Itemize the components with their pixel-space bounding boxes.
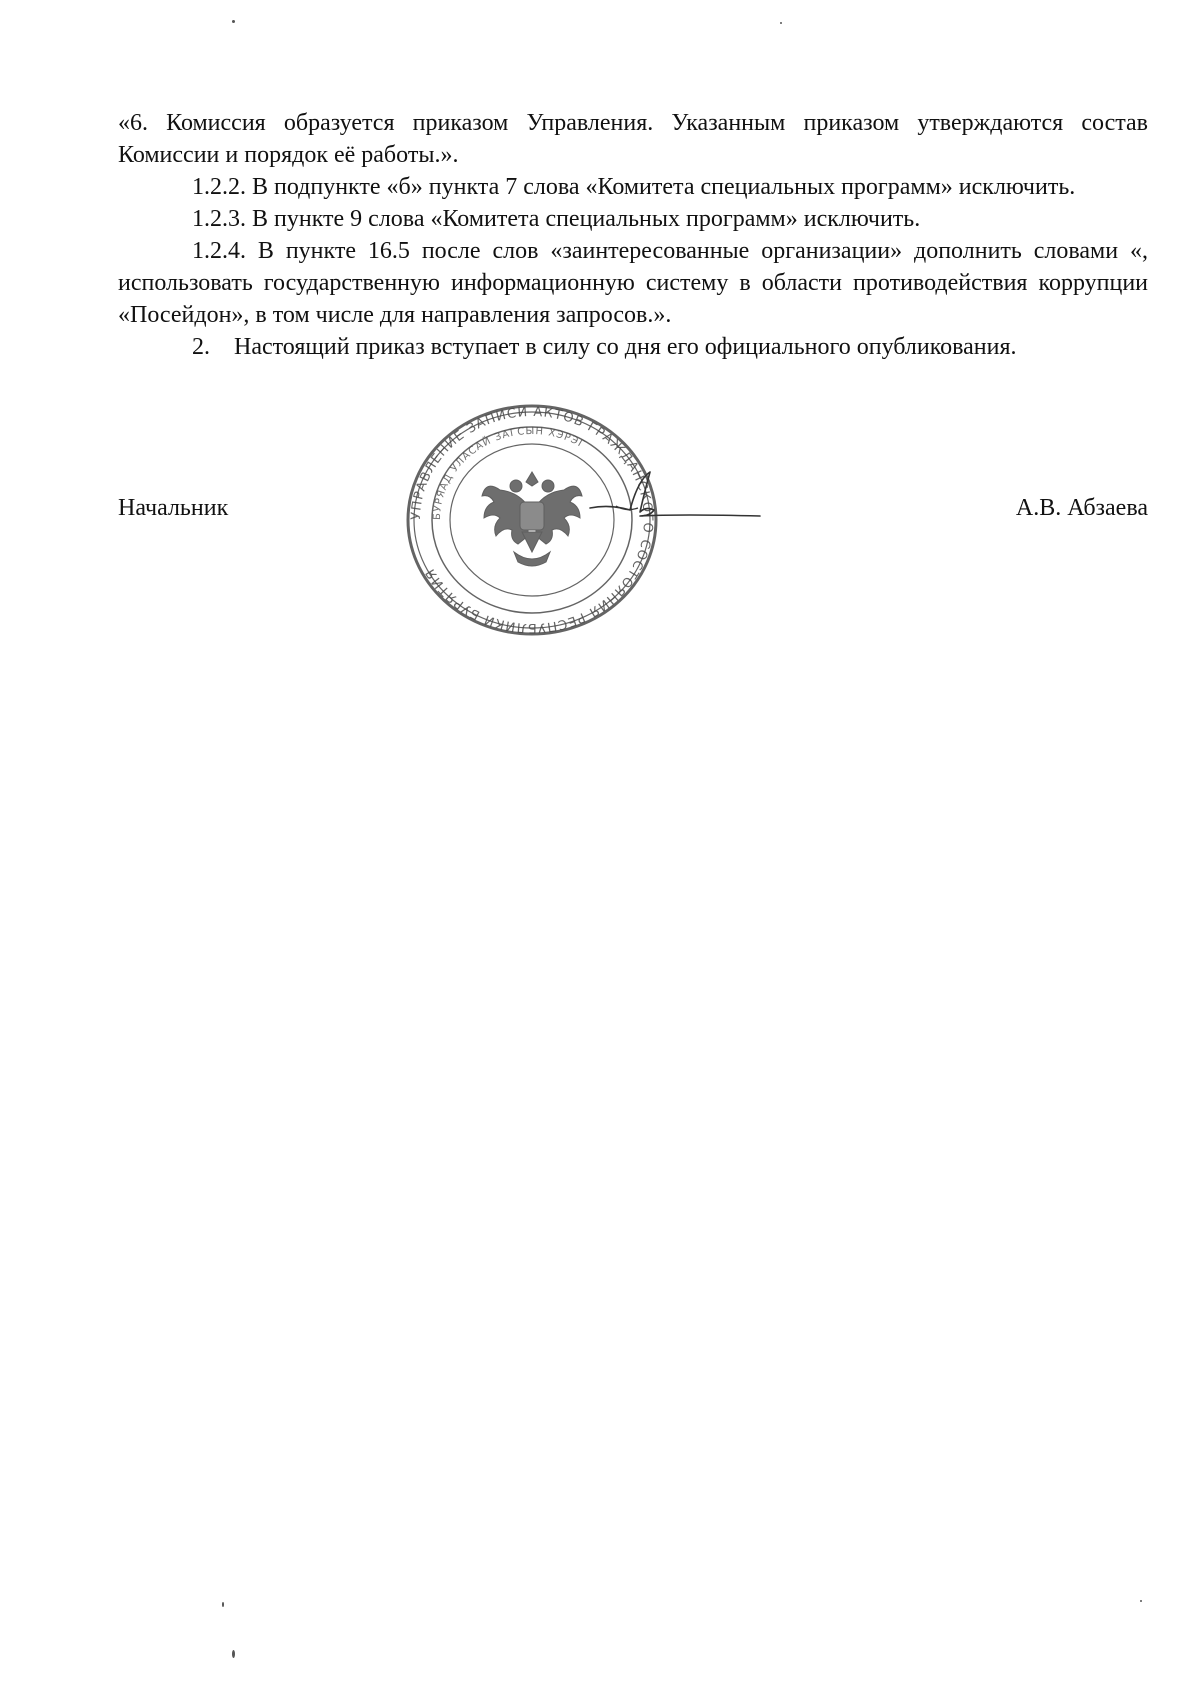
paragraph-1-2-3: 1.2.3. В пункте 9 слова «Комитета специальных программ» исключить. xyxy=(192,206,921,232)
scan-speck xyxy=(1140,1600,1142,1602)
paragraph-1-2-2: 1.2.2. В подпункте «б» пункта 7 слова «Комитета специальных программ» исключить. xyxy=(192,174,1076,200)
paragraph-1-2-4: 1.2.4. В пункте 16.5 после слов «заинтересованные организации» дополнить словами «, использовать государственную информационную систему в области противодействия коррупции «Посейдон», в том числе для направления запросов.». xyxy=(118,238,1148,328)
scan-speck xyxy=(780,22,782,24)
document-body xyxy=(118,107,1148,363)
paragraph-commission: «6. Комиссия образуется приказом Управления. Указанным приказом утверждаются состав Комиссии и порядок её работы.». xyxy=(118,110,1148,168)
handwritten-signature xyxy=(586,468,766,538)
scan-speck xyxy=(222,1602,224,1607)
seal-outer-text: УПРАВЛЕНИЕ ЗАПИСИ АКТОВ ГРАЖДАНСКОГО СОСТОЯНИЯ РЕСПУБЛИКИ БУРЯТИЯ xyxy=(408,404,656,636)
seal-inner-text: БУРЯАД УЛАСАЙ ЗАГСЫН ХЭРЭГ xyxy=(431,425,588,521)
signatory-title: Начальник xyxy=(118,495,229,521)
paragraph-2-effective: 2. Настоящий приказ вступает в силу со дня его официального опубликования. xyxy=(192,334,1017,360)
eagle-emblem-icon xyxy=(482,472,582,566)
signatory-name: А.В. Абзаева xyxy=(1015,495,1148,521)
scan-speck xyxy=(232,20,235,23)
scan-speck xyxy=(232,1650,235,1658)
